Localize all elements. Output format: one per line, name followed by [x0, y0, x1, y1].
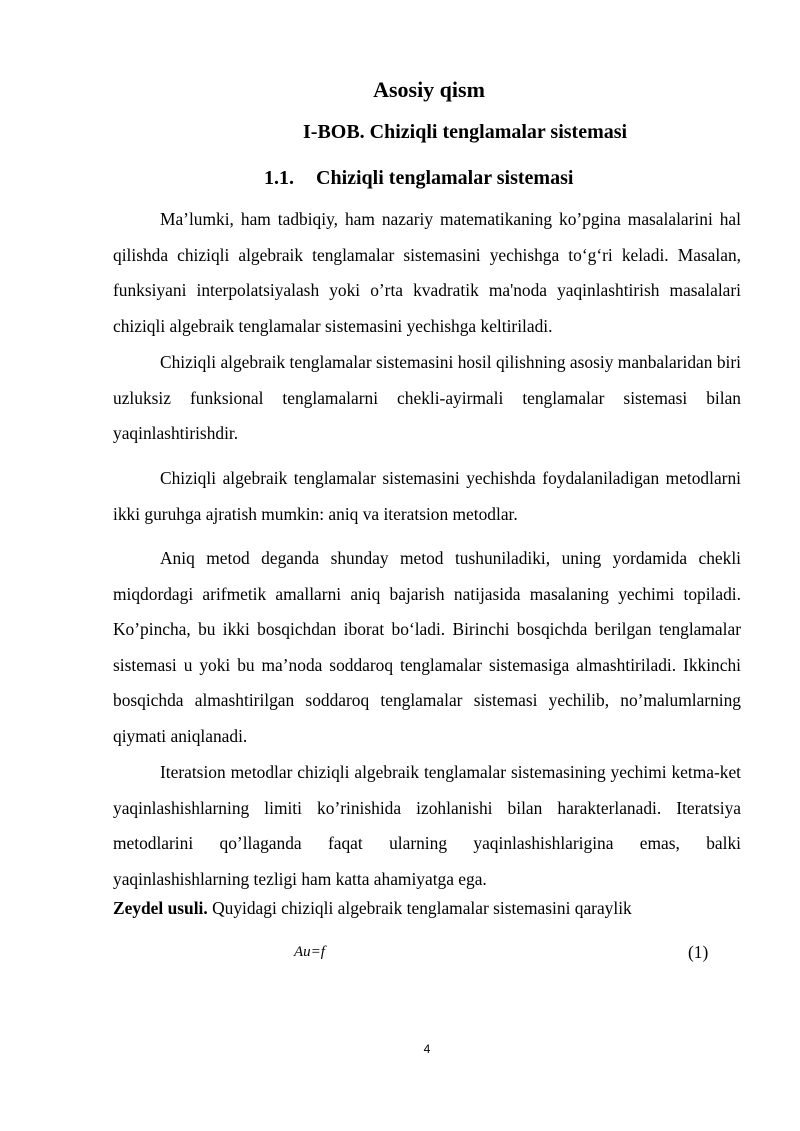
section-heading — [264, 165, 573, 191]
zeydel-intro-text: Quyidagi chiziqli algebraik tenglamalar sistemasini qaraylik — [207, 898, 632, 918]
paragraph-intro: Ma’lumki, ham tadbiqiy, ham nazariy matematikaning ko’pgina masalalarini hal qilishda chiziqli algebraik tenglamalar sistemasini yechishga to‘g‘ri keladi. Masalan, funksiyani interpolatsiyalash yoki o’rta kvadratik ma'noda yaqinlashtirish masalalari chiziqli algebraik tenglamalar sistemasini yechishga keltiriladi. — [113, 209, 741, 336]
chapter-title: I-BOB. Chiziqli tenglamalar sistemasi — [303, 121, 628, 143]
paragraph-exact-methods: Aniq metod deganda shunday metod tushuniladiki, uning yordamida chekli miqdordagi arifmetik amallarni aniq bajarish natijasida masalaning yechimi topiladi. Ko’pincha, bu ikki bosqichdan iborat bo‘ladi. Birinchi bosqichda berilgan tenglamalar sistemasi u yoki bu ma’noda soddaroq tenglamalar sistemasiga almashtiriladi. Ikkinchi bosqichda almashtirilgan soddaroq tenglamalar sistemasi yechilib, no’malumlarning qiymati aniqlanadi. — [113, 548, 741, 746]
zeydel-method-label: Zeydel usuli. — [113, 898, 208, 918]
paragraph-iterative-methods: Iteratsion metodlar chiziqli algebraik tenglamalar sistemasining yechimi ketma-ket yaqinlashishlarning limiti ko’rinishida izohlanishi bilan harakterlanadi. Iteratsiya metodlarini qo’llaganda faqat ularning yaqinlashishlarigina emas, balki yaqinlashishlarning tezligi ham katta ahamiyatga ega. — [113, 762, 741, 889]
section-number: 1.1. — [264, 167, 294, 189]
paragraph-zeydel — [113, 891, 741, 927]
page-title: Asosiy qism — [373, 77, 485, 102]
paragraph-method-groups: Chiziqli algebraik tenglamalar sistemasini yechishda foydalaniladigan metodlarni ikki guruhga ajratish mumkin: aniq va iteratsion metodlar. — [113, 468, 741, 524]
paragraph-sources: Chiziqli algebraik tenglamalar sistemasini hosil qilishning asosiy manbalaridan biri uzluksiz funksional tenglamalarni chekli-ayirmali tenglamalar sistemasi bilan yaqinlashtirishdir. — [113, 352, 741, 443]
equation-number: (1) — [688, 942, 709, 962]
equation-formula: Au=f — [294, 944, 325, 960]
document-page — [113, 0, 741, 1131]
section-title: Chiziqli tenglamalar sistemasi — [316, 167, 574, 189]
page-number: 4 — [423, 1042, 431, 1056]
